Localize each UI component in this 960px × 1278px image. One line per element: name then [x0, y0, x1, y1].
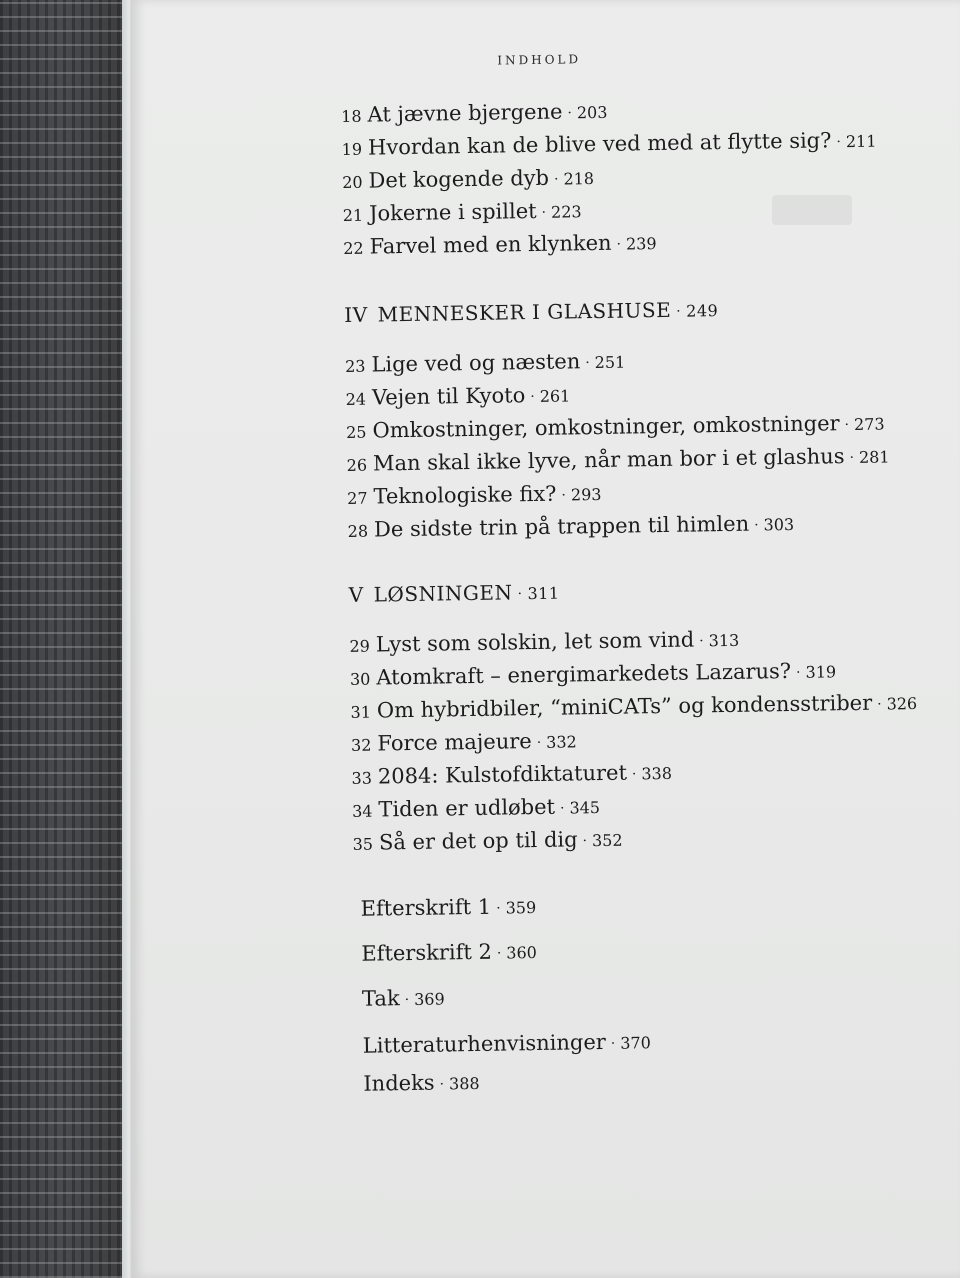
- chapter-number: 31: [350, 702, 372, 722]
- chapter-title: Lyst som solskin, let som vind: [375, 627, 695, 657]
- toc-entry: [351, 727, 577, 759]
- back-matter-entry: [363, 1028, 651, 1061]
- chapter-number: 32: [350, 735, 372, 755]
- chapter-number: 25: [346, 422, 367, 442]
- separator-dot: ·: [530, 388, 535, 405]
- separator-dot: ·: [439, 1075, 445, 1093]
- chapter-title: Man skal ikke lyve, når man bor i et glashus: [372, 444, 845, 476]
- chapter-title: Vejen til Kyoto: [371, 383, 526, 410]
- page-number: 370: [620, 1033, 651, 1053]
- chapter-number: 20: [342, 172, 363, 192]
- chapter-number: 28: [347, 521, 369, 541]
- chapter-title: Lige ved og næsten: [371, 349, 581, 377]
- page-number: 303: [763, 514, 795, 535]
- chapter-number: 35: [352, 834, 374, 854]
- separator-dot: ·: [844, 416, 850, 433]
- separator-dot: ·: [496, 900, 501, 917]
- chapter-number: 26: [346, 455, 368, 475]
- chapter-title: Atomkraft – energimarkedets Lazarus?: [376, 658, 792, 690]
- page-number: 360: [506, 943, 538, 963]
- page-number: 249: [686, 301, 719, 321]
- chapter-number: 19: [341, 139, 363, 159]
- chapter-number: 22: [343, 238, 364, 258]
- separator-dot: ·: [541, 204, 547, 221]
- part-heading: [349, 579, 560, 610]
- page-number: 369: [414, 989, 445, 1009]
- chapter-number: 21: [342, 205, 364, 225]
- chapter-number: 23: [344, 356, 366, 376]
- separator-dot: ·: [849, 449, 855, 466]
- toc-entry: [352, 826, 622, 858]
- chapter-title: Tiden er udløbet: [378, 794, 556, 822]
- page-number: 211: [845, 131, 877, 152]
- separator-dot: ·: [582, 832, 588, 849]
- separator-dot: ·: [631, 765, 637, 783]
- page-number: 261: [539, 386, 571, 406]
- chapter-number: 33: [351, 768, 373, 788]
- entry-title: Tak: [361, 986, 400, 1011]
- entry-title: Efterskrift 2: [361, 939, 493, 966]
- page-number: 352: [591, 830, 623, 851]
- separator-dot: ·: [836, 133, 842, 150]
- page-number: 251: [594, 352, 626, 373]
- chapter-title: Jokerne i spillet: [368, 198, 537, 226]
- chapter-title: Så er det op til dig: [378, 827, 578, 855]
- separator-dot: ·: [676, 303, 682, 320]
- toc-entry: [345, 348, 626, 380]
- page-number: 311: [527, 583, 560, 604]
- chapter-number: 34: [351, 801, 373, 821]
- entry-title: Efterskrift 1: [360, 894, 492, 921]
- page-number: 388: [448, 1073, 480, 1094]
- back-matter-entry: [361, 938, 537, 969]
- part-numeral: V: [348, 582, 364, 607]
- page-number: 239: [625, 234, 657, 254]
- page-number: 203: [576, 102, 608, 123]
- page-number: 326: [886, 694, 918, 714]
- toc-entry: [345, 381, 570, 413]
- chapter-title: De sidste trin på trappen til himlen: [373, 511, 750, 542]
- page-number: 319: [805, 662, 837, 682]
- chapter-title: Farvel med en klynken: [369, 230, 612, 259]
- back-matter-entry: [362, 984, 445, 1013]
- toc-entry: [341, 98, 608, 130]
- page-number: 273: [853, 414, 885, 434]
- separator-dot: ·: [404, 991, 410, 1008]
- chapter-title: At jævne bjergene: [367, 99, 563, 127]
- page-number: 223: [550, 202, 582, 222]
- page-number: 313: [708, 630, 740, 651]
- chapter-title: Det kogende dyb: [368, 165, 550, 193]
- separator-dot: ·: [567, 104, 573, 121]
- page-number: 281: [858, 447, 890, 467]
- part-numeral: IV: [344, 302, 368, 327]
- separator-dot: ·: [795, 664, 801, 681]
- chapter-number: 30: [349, 669, 371, 689]
- page-number: 345: [569, 798, 601, 818]
- page-number: 338: [641, 763, 673, 784]
- toc-entry: [342, 164, 594, 196]
- toc-entry: [352, 793, 600, 825]
- separator-dot: ·: [754, 516, 759, 534]
- separator-dot: ·: [559, 800, 565, 817]
- separator-dot: ·: [585, 354, 590, 371]
- separator-dot: ·: [553, 171, 559, 188]
- separator-dot: ·: [616, 236, 622, 253]
- separator-dot: ·: [610, 1035, 616, 1052]
- page-number: 359: [505, 898, 537, 918]
- part-title: MENNESKER I GLASHUSE: [377, 297, 672, 327]
- back-matter-entry: [363, 1069, 480, 1099]
- show-through-shadow: [772, 195, 852, 225]
- toc-entry: [351, 759, 672, 792]
- page-number: 293: [570, 484, 602, 505]
- toc-entry: [343, 229, 657, 262]
- toc-entry: [347, 480, 602, 512]
- chapter-number: 24: [345, 389, 367, 409]
- part-heading: [344, 296, 718, 330]
- chapter-number: 29: [349, 636, 371, 656]
- chapter-title: Omkostninger, omkostninger, omkostninger: [372, 411, 840, 443]
- toc-entry: [343, 197, 582, 229]
- chapter-number: 18: [341, 106, 362, 126]
- chapter-title: Om hybridbiler, “miniCATs” og kondensstriber: [376, 690, 873, 723]
- separator-dot: ·: [517, 585, 523, 602]
- page-number: 332: [546, 732, 577, 752]
- chapter-title: Teknologiske fix?: [373, 481, 557, 509]
- part-title: LØSNINGEN: [373, 580, 513, 607]
- separator-dot: ·: [536, 734, 542, 751]
- page-number: 218: [563, 169, 595, 189]
- separator-dot: ·: [496, 945, 502, 962]
- separator-dot: ·: [699, 632, 704, 649]
- running-head: INDHOLD: [497, 52, 582, 68]
- chapter-title: Force majeure: [377, 729, 532, 756]
- back-matter-entry: [360, 893, 536, 924]
- chapter-title: Hvordan kan de blive ved med at flytte sig?: [367, 128, 832, 160]
- chapter-title: 2084: Kulstofdiktaturet: [377, 760, 628, 789]
- separator-dot: ·: [561, 487, 567, 504]
- chapter-number: 27: [347, 488, 368, 508]
- separator-dot: ·: [877, 696, 882, 713]
- entry-title: Indeks: [363, 1070, 435, 1096]
- entry-title: Litteraturhenvisninger: [362, 1029, 607, 1058]
